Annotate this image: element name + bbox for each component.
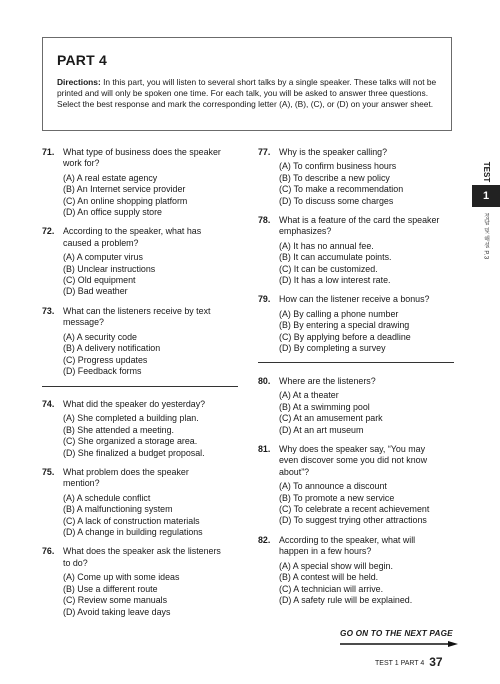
option-a: (A) Come up with some ideas [63,572,180,583]
question-number: 74. [42,399,55,409]
question-number: 79. [258,294,271,305]
question-text: What can the listeners receive by text message? [63,305,211,328]
option-b: (B) By entering a special drawing [279,320,410,331]
option-a: (A) By calling a phone number [279,308,399,319]
arrow-right-icon [340,641,458,647]
question-81 [258,444,443,527]
question-text: Why does the speaker say, “You may even discover some you did not know about”? [279,444,427,477]
question-text: What type of business does the speaker work for? [63,147,221,169]
question-text: According to the speaker, what will happen in a few hours? [279,534,416,557]
option-a: (A) To confirm business hours [279,161,397,172]
directions-text [57,77,437,111]
option-a: (A) A real estate agency [63,172,158,183]
option-c: (C) To celebrate a recent achievement [279,504,430,515]
option-c: (C) Old equipment [63,275,136,286]
question-number: 78. [258,215,271,226]
question-number: 82. [258,534,271,545]
question-number: 75. [42,467,55,478]
option-b: (B) Use a different route [63,583,158,594]
option-c: (C) To make a recommendation [279,184,404,195]
option-c: (C) A lack of construction materials [63,515,200,526]
directions-body: In this part, you will listen to several short talks by a single speaker. These talks will not be printed and will only be spoken one time. For each talk, you will be asked to answer three questions. Select the best response and mark the corresponding letter (A), (B), (C), or (D) on your answer sheet. [57,77,437,110]
page-number: 37 [429,655,443,669]
go-on-next-page: GO ON TO THE NEXT PAGE [340,629,453,638]
option-a: (A) At a theater [279,390,339,401]
option-c: (C) Review some manuals [63,595,168,606]
question-number: 71. [42,147,55,157]
question-number: 77. [258,147,271,157]
side-tab [472,163,500,260]
right-column-lower [258,376,443,606]
option-d: (D) At an art museum [279,424,364,435]
option-a: (A) She completed a building plan. [63,413,199,424]
question-number: 81. [258,444,271,455]
option-a: (A) A schedule conflict [63,492,151,503]
option-b: (B) A delivery notification [63,343,161,354]
left-column-lower [42,399,227,618]
question-76 [42,546,227,617]
option-c: (C) She organized a storage area. [63,436,198,447]
option-a: (A) A security code [63,331,137,342]
option-d: (D) To suggest trying other attractions [279,515,427,526]
footer-part: PART 4 [400,660,425,667]
question-78 [258,215,443,286]
question-text: Why is the speaker calling? [279,147,388,157]
option-b: (B) A contest will be held. [279,572,379,583]
question-77 [258,147,443,207]
question-text: What did the speaker do yesterday? [63,399,206,409]
right-column [258,147,443,355]
side-tab-number: 1 [472,185,500,207]
question-text: What is a feature of the card the speaker emphasizes? [279,215,440,237]
question-number: 72. [42,226,55,237]
option-a: (A) A computer virus [63,252,143,263]
option-a: (A) To announce a discount [279,481,387,492]
option-b: (B) To promote a new service [279,492,395,503]
option-b: (B) She attended a meeting. [63,424,175,435]
option-d: (D) A change in building regulations [63,527,203,538]
option-c: (C) A technician will arrive. [279,583,384,594]
question-text: What does the speaker ask the listeners to do? [63,546,221,568]
option-d: (D) Bad weather [63,286,128,297]
question-text: According to the speaker, what has caused a problem? [63,226,202,248]
page-footer [375,655,443,669]
option-c: (C) It can be customized. [279,263,378,274]
question-73 [42,306,227,377]
question-text: Where are the listeners? [279,376,376,386]
side-tab-subtitle: 정답 및 해설 P.3 [482,213,489,260]
question-74 [42,399,227,459]
footer-test: TEST 1 [375,660,399,667]
option-b: (B) It can accumulate points. [279,252,392,263]
left-column [42,147,227,377]
option-a: (A) It has no annual fee. [279,240,374,251]
option-d: (D) It has a low interest rate. [279,275,391,286]
question-text: How can the listener receive a bonus? [279,294,430,305]
option-b: (B) A malfunctioning system [63,504,173,515]
option-c: (C) At an amusement park [279,413,383,424]
option-c: (C) An online shopping platform [63,195,188,206]
question-number: 80. [258,376,271,386]
question-75 [42,467,227,538]
option-d: (D) An office supply store [63,207,162,218]
option-d: (D) Avoid taking leave days [63,606,171,617]
directions-label: Directions: [57,77,101,87]
question-72 [42,226,227,297]
part-title: PART 4 [57,52,107,68]
option-d: (D) To discuss some charges [279,195,394,206]
side-tab-word: TEST [482,161,491,183]
option-b: (B) To describe a new policy [279,172,390,183]
question-71 [42,147,227,218]
option-b: (B) An Internet service provider [63,184,186,195]
question-text: What problem does the speaker mention? [63,467,189,489]
directions-box [42,37,452,131]
option-c: (C) By applying before a deadline [279,331,411,342]
question-number: 76. [42,546,55,557]
option-b: (B) Unclear instructions [63,263,156,274]
option-d: (D) By completing a survey [279,343,386,354]
divider-right [258,362,454,363]
option-b: (B) At a swimming pool [279,401,370,412]
question-80 [258,376,443,436]
option-c: (C) Progress updates [63,354,148,365]
question-number: 73. [42,305,55,316]
option-d: (D) A safety rule will be explained. [279,594,413,605]
question-82 [258,535,443,606]
divider-left [42,386,238,387]
question-79 [258,294,443,354]
option-d: (D) Feedback forms [63,365,142,376]
option-a: (A) A special show will begin. [279,560,393,571]
option-d: (D) She finalized a budget proposal. [63,447,205,458]
